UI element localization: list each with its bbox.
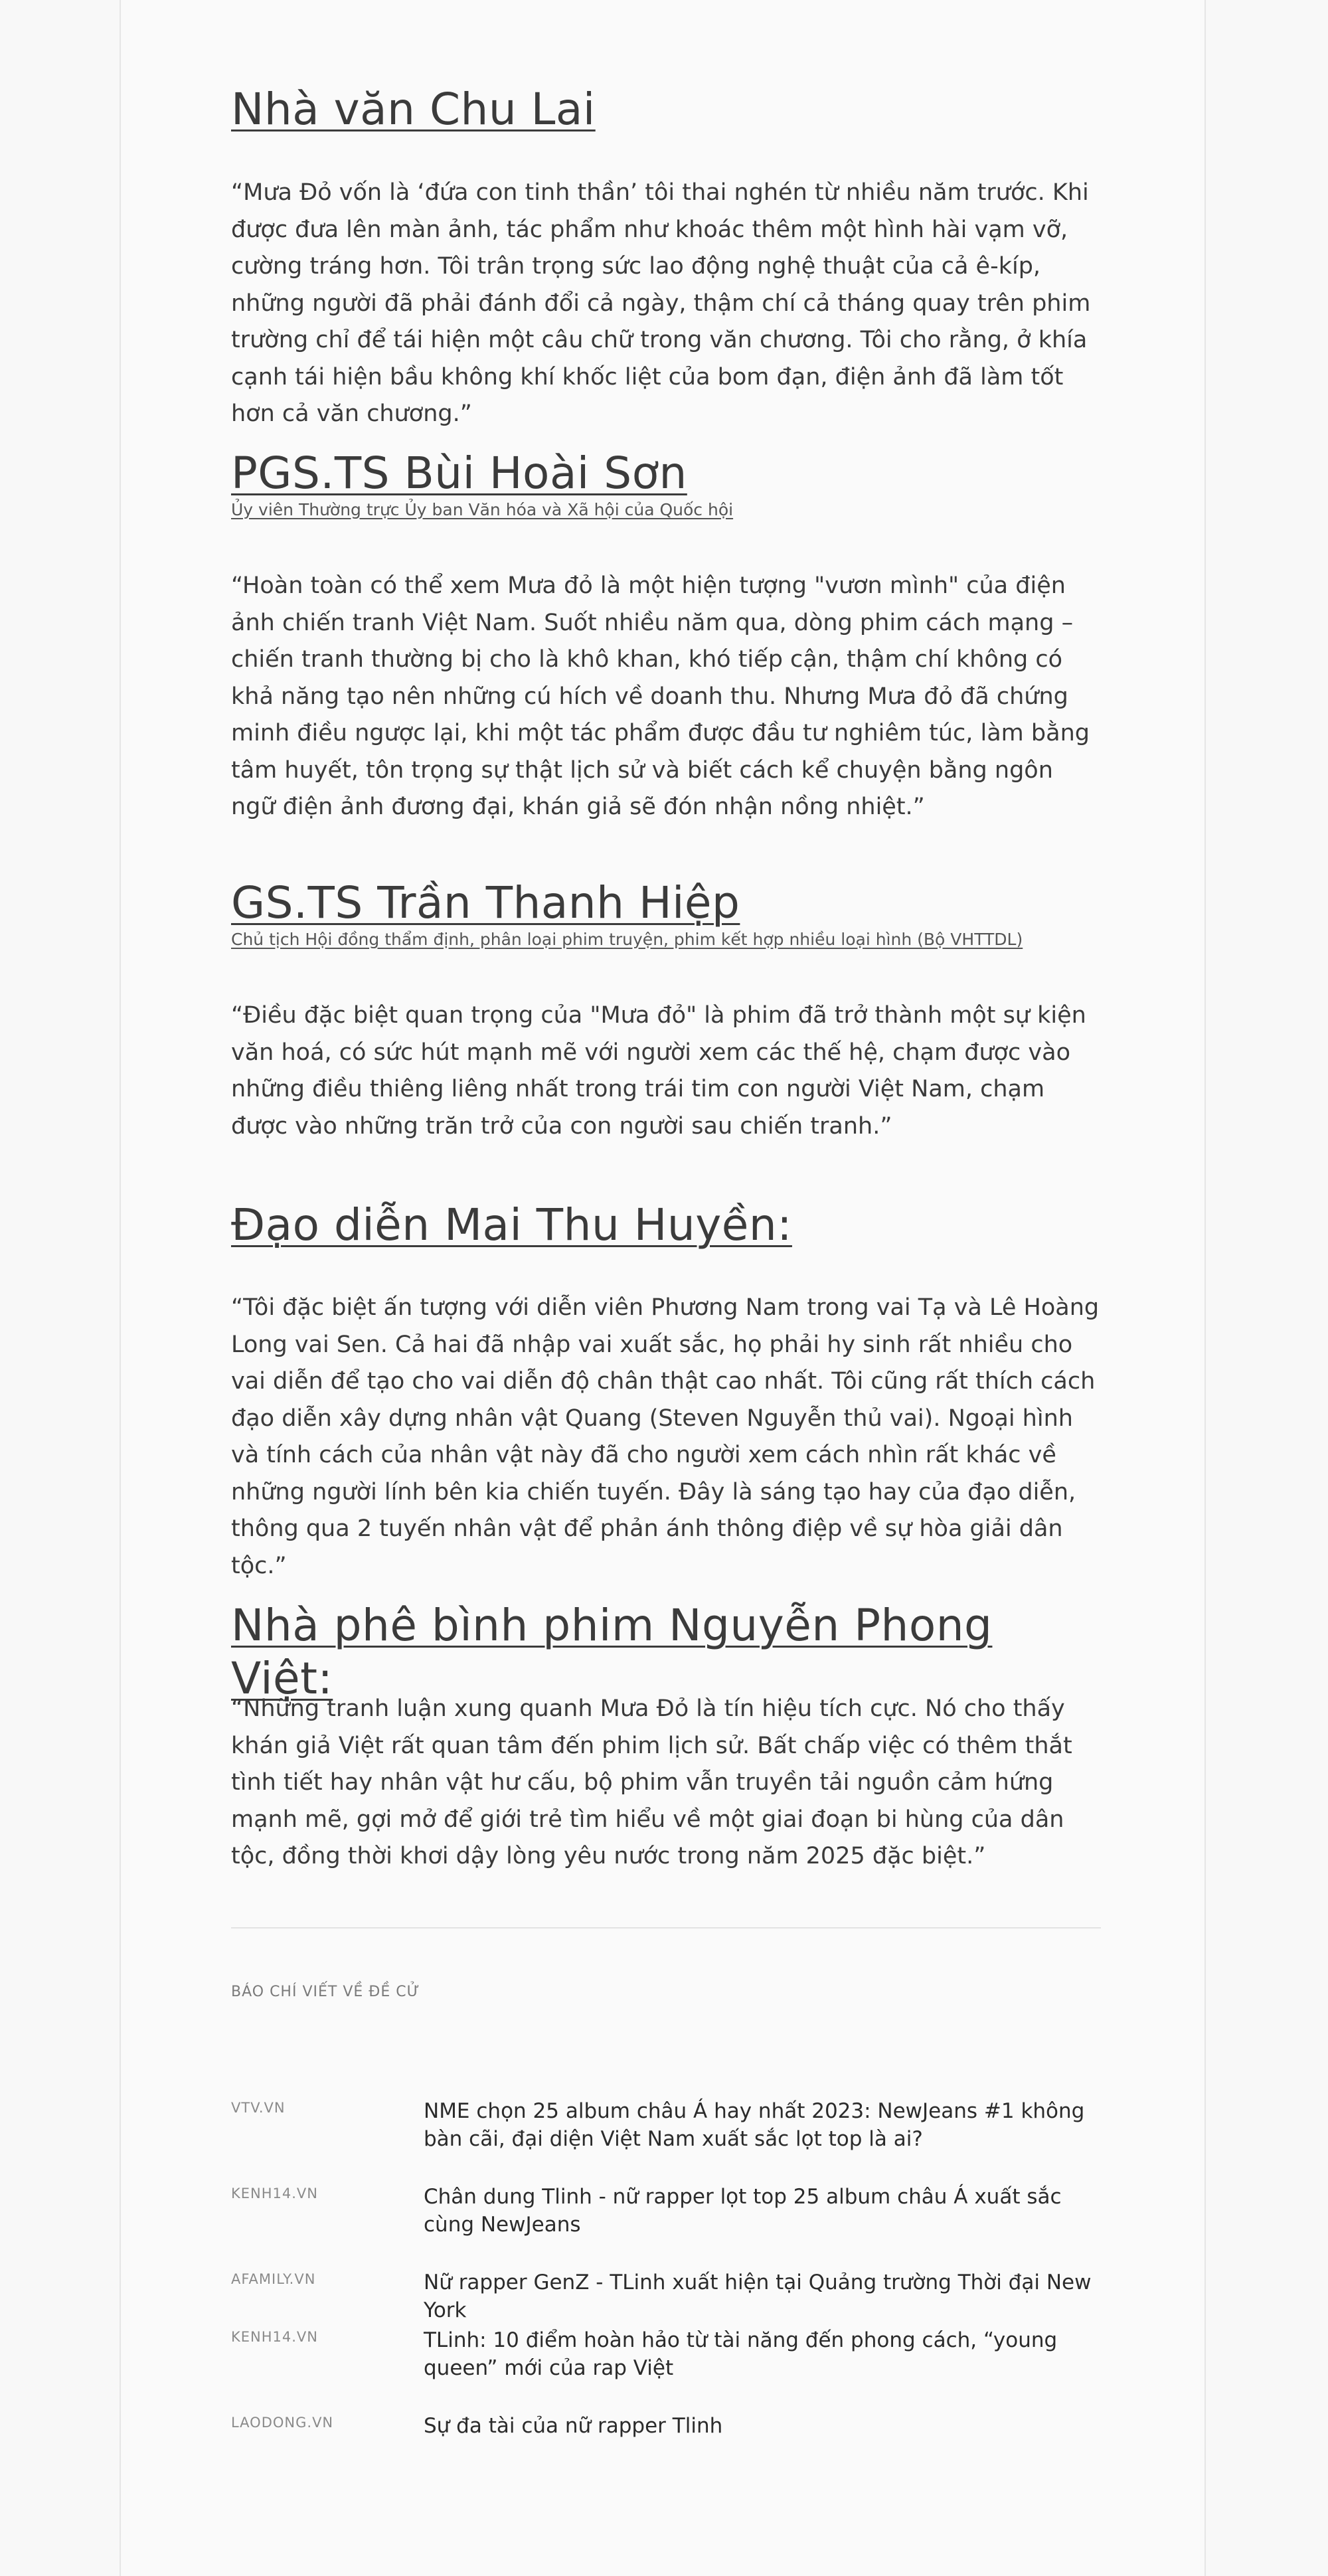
section-heading[interactable]: PGS.TS Bùi Hoài Sơn (231, 448, 687, 499)
press-source: KENH14.VN (231, 2329, 319, 2345)
section-quote: “Mưa Đỏ vốn là ‘đứa con tinh thần’ tôi thai nghén từ nhiều năm trước. Khi được đưa lên màn ảnh, tác phẩm như khoác thêm một hình hài vạm vỡ, cường tráng hơn. Tôi trân trọng sức lao động nghệ thuật của cả ê-kíp, những người đã phải đánh đổi cả ngày, thậm chí cả tháng quay trên phim trường chỉ để tái hiện một câu chữ trong văn chương. Tôi cho rằng, ở khía cạnh tái hiện bầu không khí khốc liệt của bom đạn, điện ảnh đã làm tốt hơn cả văn chương.” (231, 179, 1091, 427)
section-heading[interactable]: Nhà phê bình phim Nguyễn Phong Việt: (231, 1600, 993, 1704)
section-subtitle[interactable]: Ủy viên Thường trực Ủy ban Văn hóa và Xã hội của Quốc hội (231, 500, 734, 519)
section-quote: “Hoàn toàn có thể xem Mưa đỏ là một hiện tượng "vươn mình" của điện ảnh chiến tranh Việt Nam. Suốt nhiều năm qua, dòng phim cách mạng – chiến tranh thường bị cho là khô khan, khó tiếp cận, thậm chí không có khả năng tạo nên những cú hích về doanh thu. Nhưng Mưa đỏ đã chứng minh điều ngược lại, khi một tác phẩm được đầu tư nghiêm túc, làm bằng tâm huyết, tôn trọng sự thật lịch sử và biết cách kể chuyện bằng ngôn ngữ điện ảnh đương đại, khán giả sẽ đón nhận nồng nhiệt.” (231, 572, 1090, 820)
press-title-link[interactable]: Chân dung Tlinh - nữ rapper lọt top 25 album châu Á xuất sắc cùng NewJeans (424, 2185, 1062, 2237)
section-heading[interactable]: Đạo diễn Mai Thu Huyền: (231, 1199, 792, 1250)
quote-section-tran-thanh-hiep (231, 877, 1101, 950)
press-source: LAODONG.VN (231, 2415, 334, 2431)
quote-section-mai-thu-huyen (231, 1199, 1101, 1252)
section-subtitle[interactable]: Chủ tịch Hội đồng thẩm định, phân loại phim truyện, phim kết hợp nhiều loại hình (Bộ VHTTDL) (231, 930, 1023, 949)
section-heading[interactable]: Nhà văn Chu Lai (231, 84, 596, 135)
press-source: VTV.VN (231, 2100, 286, 2116)
section-quote: “Tôi đặc biệt ấn tượng với diễn viên Phương Nam trong vai Tạ và Lê Hoàng Long vai Sen. Cả hai đã nhập vai xuất sắc, họ phải hy sinh rất nhiều cho vai diễn để tạo cho vai diễn độ chân thật cao nhất. Tôi cũng rất thích cách đạo diễn xây dựng nhân vật Quang (Steven Nguyễn thủ vai). Ngoại hình và tính cách của nhân vật này đã cho người xem cách nhìn rất khác về những người lính bên kia chiến tuyến. Đây là sáng tạo hay của đạo diễn, thông qua 2 tuyến nhân vật để phản ánh thông điệp về sự hòa giải dân tộc.” (231, 1294, 1100, 1579)
press-source: KENH14.VN (231, 2186, 319, 2201)
quote-section-nguyen-phong-viet (231, 1599, 1101, 1705)
section-heading[interactable]: GS.TS Trần Thanh Hiệp (231, 877, 740, 928)
press-title-link[interactable]: NME chọn 25 album châu Á hay nhất 2023: NewJeans #1 không bàn cãi, đại diện Việt Nam xuất sắc lọt top là ai? (424, 2099, 1085, 2151)
section-quote: “Điều đặc biệt quan trọng của "Mưa đỏ" là phim đã trở thành một sự kiện văn hoá, có sức hút mạnh mẽ với người xem các thế hệ, chạm được vào những điều thiêng liêng nhất trong trái tim con người Việt Nam, chạm được vào những trăn trở của con người sau chiến tranh.” (231, 1002, 1086, 1140)
quote-section-bui-hoai-son (231, 447, 1101, 520)
section-divider (231, 1927, 1101, 1929)
press-title-link[interactable]: TLinh: 10 điểm hoàn hảo từ tài năng đến phong cách, “young queen” mới của rap Việt (424, 2328, 1058, 2380)
press-source: AFAMILY.VN (231, 2271, 316, 2287)
press-title-link[interactable]: Nữ rapper GenZ - TLinh xuất hiện tại Quảng trường Thời đại New York (424, 2271, 1092, 2322)
article-page (120, 0, 1206, 2576)
section-quote: “Những tranh luận xung quanh Mưa Đỏ là tín hiệu tích cực. Nó cho thấy khán giả Việt rất quan tâm đến phim lịch sử. Bất chấp việc có thêm thắt tình tiết hay nhân vật hư cấu, bộ phim vẫn truyền tải nguồn cảm hứng mạnh mẽ, gợi mở để giới trẻ tìm hiểu về một giai đoạn bi hùng của dân tộc, đồng thời khơi dậy lòng yêu nước trong năm 2025 đặc biệt.” (231, 1695, 1072, 1869)
quote-section-chu-lai (231, 83, 1101, 136)
press-title-link[interactable]: Sự đa tài của nữ rapper Tlinh (424, 2414, 723, 2438)
press-section-label: BÁO CHÍ VIẾT VỀ ĐỀ CỬ (231, 1984, 420, 2000)
